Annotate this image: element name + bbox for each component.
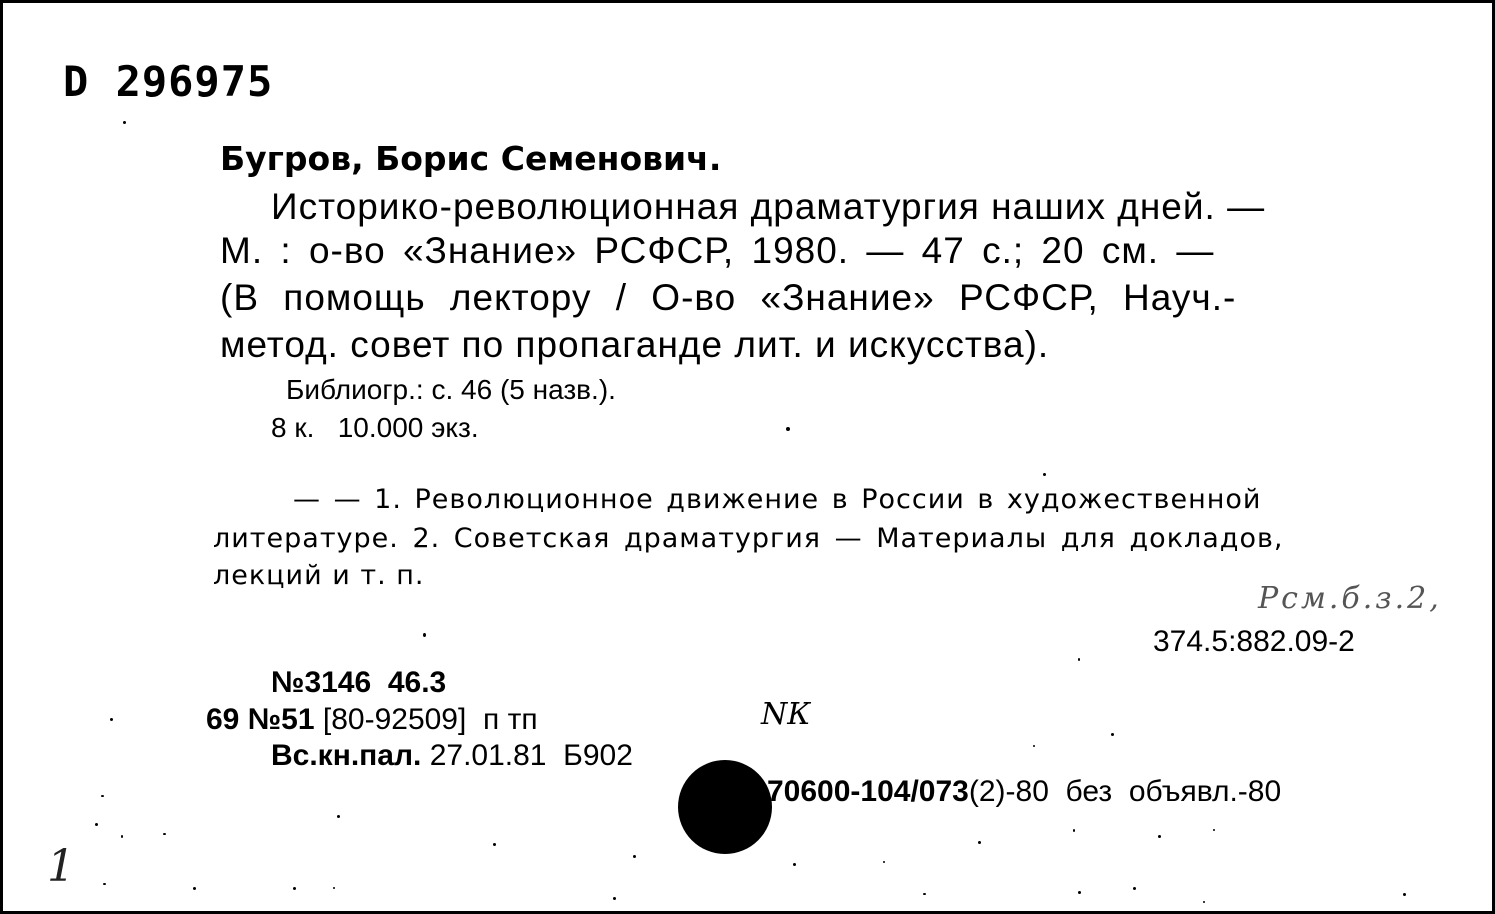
price-print-run: 8 к. 10.000 экз. (271, 412, 479, 443)
scan-speck (293, 887, 296, 890)
scan-speck (337, 815, 340, 818)
scan-speck (978, 841, 981, 844)
chamber-name: Вс.кн.пал. (271, 739, 422, 772)
scan-speck (786, 427, 790, 431)
scan-speck (1078, 658, 1080, 661)
scan-speck (333, 887, 335, 889)
scan-speck (923, 893, 926, 895)
scan-speck (110, 718, 113, 721)
scan-speck (123, 121, 126, 124)
punch-hole (678, 760, 772, 854)
call-number: D 296975 (63, 57, 274, 106)
registry-number: №3146 46.3 (271, 666, 447, 699)
handwritten-note: Рсм.б.з.2, (1258, 581, 1442, 616)
author-heading: Бугров, Борис Семенович. (220, 139, 722, 178)
scan-speck (1033, 745, 1035, 747)
handwritten-mark: NК (761, 697, 811, 732)
registry-line (206, 703, 538, 737)
scan-speck (883, 861, 885, 863)
price-code-line (767, 775, 1281, 809)
margin-number: 1 (47, 841, 75, 892)
subject-line: литературе. 2. Советская драматургия — Материалы для докладов, (213, 523, 1284, 554)
subject-line: — — 1. Революционное движение в России в художественной (293, 484, 1262, 515)
scan-speck (1073, 829, 1075, 832)
description-line: М. : о-во «Знание» РСФСР, 1980. — 47 с.; 20 см. — (220, 230, 1215, 271)
scan-speck (193, 887, 196, 890)
description-line: Историко-революционная драматургия наших дней. — (271, 186, 1266, 227)
scan-speck (793, 863, 796, 866)
scan-speck (1158, 835, 1161, 838)
scan-speck (1403, 893, 1406, 896)
scan-speck (1213, 829, 1215, 831)
chamber-date: 27.01.81 Б902 (429, 739, 633, 772)
description-line: метод. совет по пропаганде лит. и искусства). (220, 324, 1050, 365)
subject-line: лекций и т. п. (213, 560, 425, 591)
registry-prefix: 69 (206, 703, 240, 736)
scan-speck (633, 855, 636, 858)
classification-code: 374.5:882.09-2 (1153, 625, 1355, 658)
description-line: (В помощь лектору / О-во «Знание» РСФСР, Науч.- (220, 277, 1237, 318)
scan-speck (493, 843, 496, 846)
scan-speck (1203, 901, 1205, 903)
scan-speck (1111, 733, 1114, 736)
registry-code: [80-92509] п тп (322, 703, 538, 736)
scan-speck (103, 883, 106, 885)
scan-speck (121, 835, 123, 838)
scan-speck (423, 633, 426, 637)
bibliography-note: Библиогр.: с. 46 (5 назв.). (286, 374, 616, 405)
price-announcement: (2)-80 без объявл.-80 (968, 775, 1282, 808)
scan-speck (1133, 887, 1136, 890)
scan-speck (1043, 473, 1046, 476)
scan-speck (1078, 891, 1081, 894)
scan-speck (101, 795, 104, 797)
scan-speck (163, 833, 166, 835)
scan-speck (613, 897, 616, 900)
chamber-line (271, 739, 633, 773)
price-code: 70600-104/073 (767, 775, 969, 808)
registry-issue: №51 (247, 703, 315, 736)
scan-speck (95, 823, 98, 826)
